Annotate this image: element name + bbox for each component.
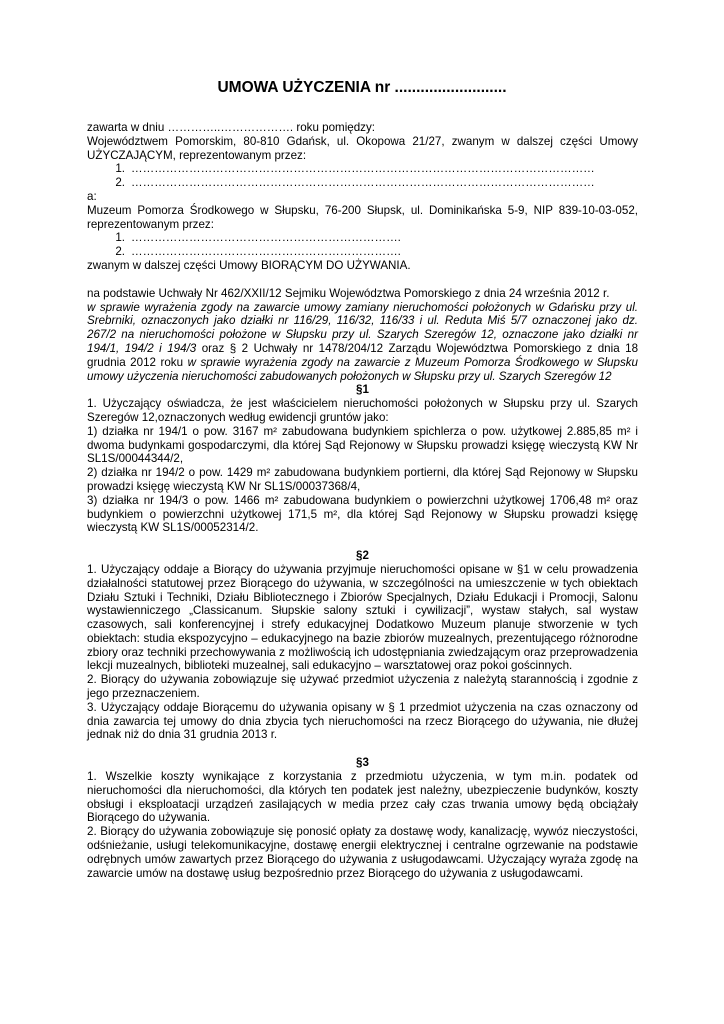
legal-basis-italic-1: w sprawie wyrażenia zgody na zawarcie umowy zamiany nieruchomości położonych w Gdańsku przy ul. Srebrniki, oznaczonych jako działki nr 116/29, 116/32, 116/33 i ul. Reduta Miś 5/7 oznaczonej jako dz. 267/2 na nieruchomości położone w Słupsku przy ul. Szarych Szeregów 12, oznaczone jako działki nr 194/1, 194/2 i 194/3 bbox=[87, 300, 638, 355]
section-2-heading: §2 bbox=[356, 549, 369, 563]
list-number: 2. bbox=[115, 245, 125, 259]
lender-representative-1 bbox=[87, 162, 638, 176]
lender-representative-2 bbox=[87, 176, 638, 190]
placeholder-dots: ………………………………………………………………………………………………………… bbox=[131, 176, 595, 190]
placeholder-dots: ……………………………………………………………. bbox=[131, 245, 401, 259]
legal-basis-text bbox=[87, 301, 638, 384]
placeholder-dots: ………………………………………………………………………………………………………… bbox=[131, 162, 595, 176]
list-number: 1. bbox=[115, 162, 125, 176]
section-1-plot-2: 2) działka nr 194/2 o pow. 1429 m² zabudowana budynkiem portierni, dla której Sąd Rejonowy w Słupsku prowadzi księgę wieczystą KW Nr SL1S/00037368/4, bbox=[87, 466, 638, 493]
borrower-representative-1 bbox=[87, 231, 638, 245]
section-3-paragraph-1: 1. Wszelkie koszty wynikające z korzystania z przedmiotu użyczenia, w tym m.in. podatek od nieruchomości dla nieruchomości, dla których ten podatek jest należny, ubezpieczenie budynków, koszty obsługi i eksploatacji urządzeń zasilających w media przez cały czas trwania umowy będą obciążały Biorącego do używania. bbox=[87, 770, 638, 825]
section-1-heading: §1 bbox=[356, 383, 369, 397]
section-1-paragraph-1: 1. Użyczający oświadcza, że jest właścicielem nieruchomości położonych w Słupsku przy ul. Szarych Szeregów 12,oznaczonych według ewidencji gruntów jako: bbox=[87, 397, 638, 424]
intro-lender: Województwem Pomorskim, 80-810 Gdańsk, ul. Okopowa 21/27, zwanym w dalszej części Umowy UŻYCZAJĄCYM, reprezentowanym przez: bbox=[87, 134, 638, 162]
section-2-paragraph-1: 1. Użyczający oddaje a Biorący do używania przyjmuje nieruchomości opisane w §1 w celu prowadzenia działalności statutowej przez Biorącego do używania, w szczególności na umieszczenie w tych obiektach Działu Sztuki i Techniki, Działu Bibliotecznego i Zbiorów Specjalnych, Działu Edukacji i Promocji, Salonu wystawienniczego „Classicanum. Słupskie salony sztuki i cywilizacji”, wystaw stałych, sal wystaw czasowych, sali konferencyjnej i strefy edukacyjnej Dodatkowo Muzeum planuje stworzenie w tych obiektach: studia ekspozycyjno – edukacyjnego na bazie zbiorów muzealnych, prezentującego różnorodne zbiory oraz techniki przechowywania z możliwością ich udostępniania zwiedzającym oraz przeprowadzenia lekcji muzealnych, biblioteki muzealnej, sali edukacyjno – warsztatowej oraz pokoi gościnnych. bbox=[87, 562, 638, 673]
list-number: 2. bbox=[115, 176, 125, 190]
document-body bbox=[87, 121, 638, 880]
section-3-heading: §3 bbox=[356, 756, 369, 770]
document-title: UMOWA UŻYCZENIA nr .......................... bbox=[217, 79, 507, 96]
list-number: 1. bbox=[115, 231, 125, 245]
section-1-plot-3: 3) działka nr 194/3 o pow. 1466 m² zabudowana budynkiem o powierzchni użytkowej 1706,48 m² oraz budynkiem o powierzchni użytkowej 171,5 m², dla której Sąd Rejonowy w Słupsku prowadzi księgę wieczystą KW SL1S/00052314/2. bbox=[87, 493, 638, 535]
section-1-plot-1: 1) działka nr 194/1 o pow. 3167 m² zabudowana budynkiem spichlerza o pow. użytkowej 2.885,85 m² i dwoma budynkami gospodarczymi, dla której Sąd Rejonowy w Słupsku prowadzi księgę wieczystą KW Nr SL1S/00044344/2, bbox=[87, 424, 638, 466]
section-2-paragraph-3: 3. Użyczający oddaje Biorącemu do używania opisany w § 1 przedmiot użyczenia na czas oznaczony od dnia zawarcia tej umowy do dnia zbycia tych nieruchomości na rzecz Biorącego do używania, nie dłużej jednak niż do dnia 31 grudnia 2013 r. bbox=[87, 700, 638, 742]
intro-closing: zwanym w dalszej części Umowy BIORĄCYM DO UŻYWANIA. bbox=[87, 258, 411, 272]
intro-a: a: bbox=[87, 189, 97, 203]
legal-basis-italic-2: w sprawie wyrażenia zgody na zawarcie z Muzeum Pomorza Środkowego w Słupsku umowy użyczenia nieruchomości zabudowanych położonych w Słupsku przy ul. Szarych Szeregów 12 bbox=[87, 355, 638, 383]
placeholder-dots: ……………………………………………………………. bbox=[131, 231, 401, 245]
section-2-paragraph-2: 2. Biorący do używania zobowiązuje się używać przedmiot użyczenia z należytą starannością i zgodnie z jego przeznaczeniem. bbox=[87, 673, 638, 701]
borrower-representative-2 bbox=[87, 245, 638, 259]
intro-borrower: Muzeum Pomorza Środkowego w Słupsku, 76-200 Słupsk, ul. Dominikańska 5-9, NIP 839-10-03-052, reprezentowanym przez: bbox=[87, 203, 638, 231]
section-3-paragraph-2: 2. Biorący do używania zobowiązuje się ponosić opłaty za dostawę wody, kanalizację, wywóz nieczystości, odśnieżanie, usługi telekomunikacyjne, dostawę energii elektrycznej i centralne ogrzewanie na podstawie odrębnych umów zawartych przez Biorącego do używania z usługodawcami. Użyczający wyraża zgodę na zawarcie umów na dostawę usług bezpośrednio przez Biorącego do używania z usługodawcami. bbox=[87, 825, 638, 880]
intro-date-line: zawarta w dniu …………..………………. roku pomiędzy: bbox=[87, 121, 375, 134]
legal-basis-plain: oraz § 2 Uchwały nr 1478/204/12 Zarządu Województwa Pomorskiego z dnia 18 grudnia 2012 roku bbox=[87, 341, 639, 369]
legal-basis-line: na podstawie Uchwały Nr 462/XXII/12 Sejmiku Województwa Pomorskiego z dnia 24 września 2012 r. bbox=[87, 286, 610, 300]
